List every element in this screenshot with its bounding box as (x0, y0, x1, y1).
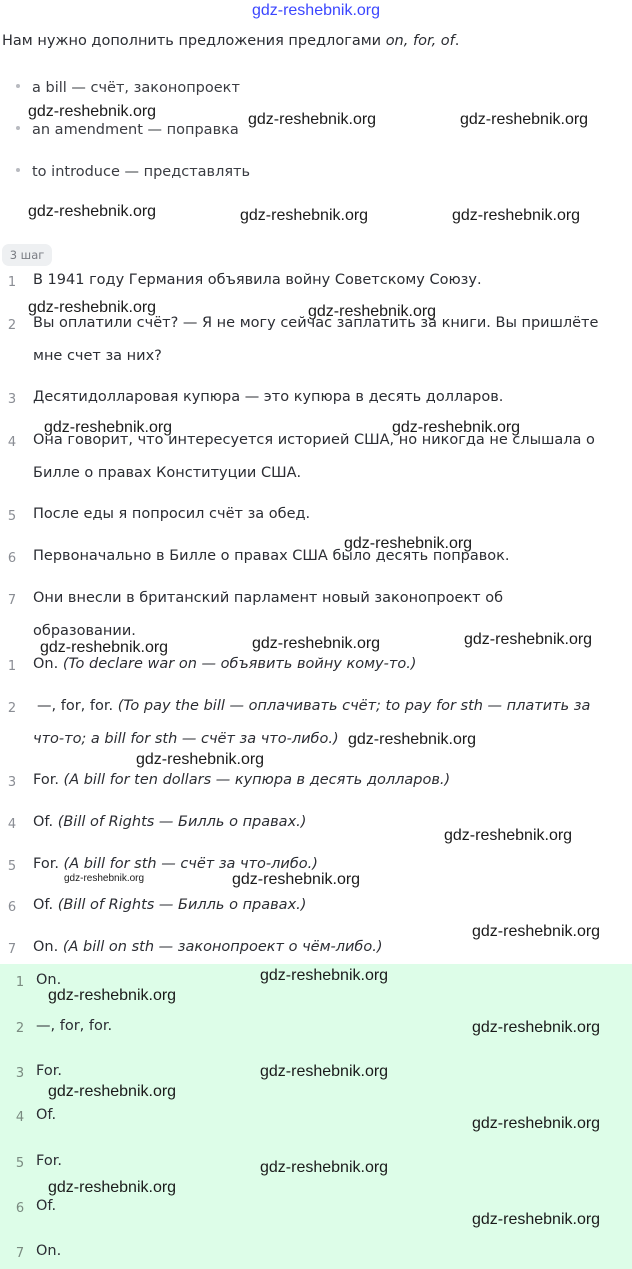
watermark: gdz-reshebnik.org (48, 987, 177, 1004)
answer-number: 5 (15, 1156, 25, 1171)
step-badge: 3 шаг (2, 244, 52, 266)
list-number: 3 (7, 775, 17, 790)
explanation-line: Of. (Bill of Rights — Билль о правах.) (33, 897, 307, 913)
list-number: 1 (7, 659, 17, 674)
watermark: gdz-reshebnik.org (232, 871, 361, 888)
watermark: gdz-reshebnik.org (248, 111, 377, 128)
watermark: gdz-reshebnik.org (64, 873, 145, 884)
bullet-icon (16, 84, 20, 88)
watermark: gdz-reshebnik.org (260, 1063, 389, 1080)
watermark: gdz-reshebnik.org (252, 635, 381, 652)
answer-line: Of. (36, 1198, 57, 1214)
list-number: 6 (7, 900, 17, 915)
explanation-line: —, for, for. (To pay the bill — оплачивать счёт; to pay for sth — платить за (37, 698, 591, 714)
explanation-line: For. (A bill for sth — счёт за что-либо.) (33, 856, 318, 872)
watermark: gdz-reshebnik.org (472, 1115, 601, 1132)
list-number: 2 (7, 318, 17, 333)
watermark: gdz-reshebnik.org (48, 1179, 177, 1196)
watermark: gdz-reshebnik.org (464, 631, 593, 648)
answer-number: 1 (15, 975, 25, 990)
watermark: gdz-reshebnik.org (344, 535, 473, 552)
watermark: gdz-reshebnik.org (308, 303, 437, 320)
watermark: gdz-reshebnik.org (452, 207, 581, 224)
list-number: 3 (7, 392, 17, 407)
bullet-icon (16, 126, 20, 130)
watermark: gdz-reshebnik.org (444, 827, 573, 844)
watermark: gdz-reshebnik.org (472, 1211, 601, 1228)
watermark: gdz-reshebnik.org (348, 731, 477, 748)
list-number: 4 (7, 817, 17, 832)
watermark: gdz-reshebnik.org (240, 207, 369, 224)
answer-line: —, for, for. (36, 1018, 113, 1034)
list-number: 4 (7, 435, 17, 450)
answer-number: 6 (15, 1201, 25, 1216)
answer-line: On. (36, 1243, 62, 1259)
translation-line: После еды я попросил счёт за обед. (33, 506, 311, 522)
explanation-line: For. (A bill for ten dollars — купюра в десять долларов.) (33, 772, 451, 788)
answer-line: Of. (36, 1107, 57, 1123)
watermark: gdz-reshebnik.org (260, 1159, 389, 1176)
glossary-item: an amendment — поправка (16, 122, 239, 138)
answer-number: 3 (15, 1066, 25, 1081)
translation-line: Она говорит, что интересуется историей США, но никогда не слышала о (33, 432, 595, 448)
watermark: gdz-reshebnik.org (48, 1083, 177, 1100)
answer-number: 7 (15, 1246, 25, 1261)
watermark: gdz-reshebnik.org (28, 299, 157, 316)
list-number: 5 (7, 859, 17, 874)
explanation-line: On. (To declare war on — объявить войну кому-то.) (33, 656, 417, 672)
list-number: 2 (7, 701, 17, 716)
translation-line: Первоначально в Билле о правах США было десять поправок. (33, 548, 510, 564)
list-number: 6 (7, 551, 17, 566)
watermark: gdz-reshebnik.org (28, 203, 157, 220)
explanation-line: Of. (Bill of Rights — Билль о правах.) (33, 814, 307, 830)
answer-number: 4 (15, 1110, 25, 1125)
bullet-icon (16, 168, 20, 172)
translation-line: В 1941 году Германия объявила войну Советскому Союзу. (33, 272, 482, 288)
glossary-item: to introduce — представлять (16, 164, 250, 180)
watermark: gdz-reshebnik.org (460, 111, 589, 128)
glossary-item: a bill — счёт, законопроект (16, 80, 240, 96)
list-number: 7 (7, 942, 17, 957)
watermark: gdz-reshebnik.org (472, 1019, 601, 1036)
task-intro: Нам нужно дополнить предложения предлогами on, for, of. (2, 33, 460, 49)
explanation-line: что-то; a bill for sth — счёт за что-либо.) (33, 731, 339, 747)
watermark: gdz-reshebnik.org (136, 751, 265, 768)
translation-line: образовании. (33, 623, 136, 639)
list-number: 1 (7, 275, 17, 290)
explanation-line: On. (A bill on sth — законопроект о чём-либо.) (33, 939, 383, 955)
watermark: gdz-reshebnik.org (28, 103, 157, 120)
translation-line: мне счет за них? (33, 348, 162, 364)
list-number: 7 (7, 593, 17, 608)
answer-number: 2 (15, 1021, 25, 1036)
translation-line: Билле о правах Конституции США. (33, 465, 302, 481)
translation-line: Они внесли в британский парламент новый законопроект об (33, 590, 504, 606)
answer-line: On. (36, 972, 62, 988)
watermark: gdz-reshebnik.org (472, 923, 601, 940)
watermark: gdz-reshebnik.org (392, 419, 521, 436)
watermark: gdz-reshebnik.org (44, 419, 173, 436)
site-title[interactable]: gdz-reshebnik.org (251, 2, 381, 19)
translation-line: Десятидолларовая купюра — это купюра в десять долларов. (33, 389, 504, 405)
answer-line: For. (36, 1063, 62, 1079)
list-number: 5 (7, 509, 17, 524)
translation-line: Вы оплатили счёт? — Я не могу сейчас заплатить за книги. Вы пришлёте (33, 315, 599, 331)
answer-line: For. (36, 1153, 62, 1169)
watermark: gdz-reshebnik.org (40, 639, 169, 656)
watermark: gdz-reshebnik.org (260, 967, 389, 984)
